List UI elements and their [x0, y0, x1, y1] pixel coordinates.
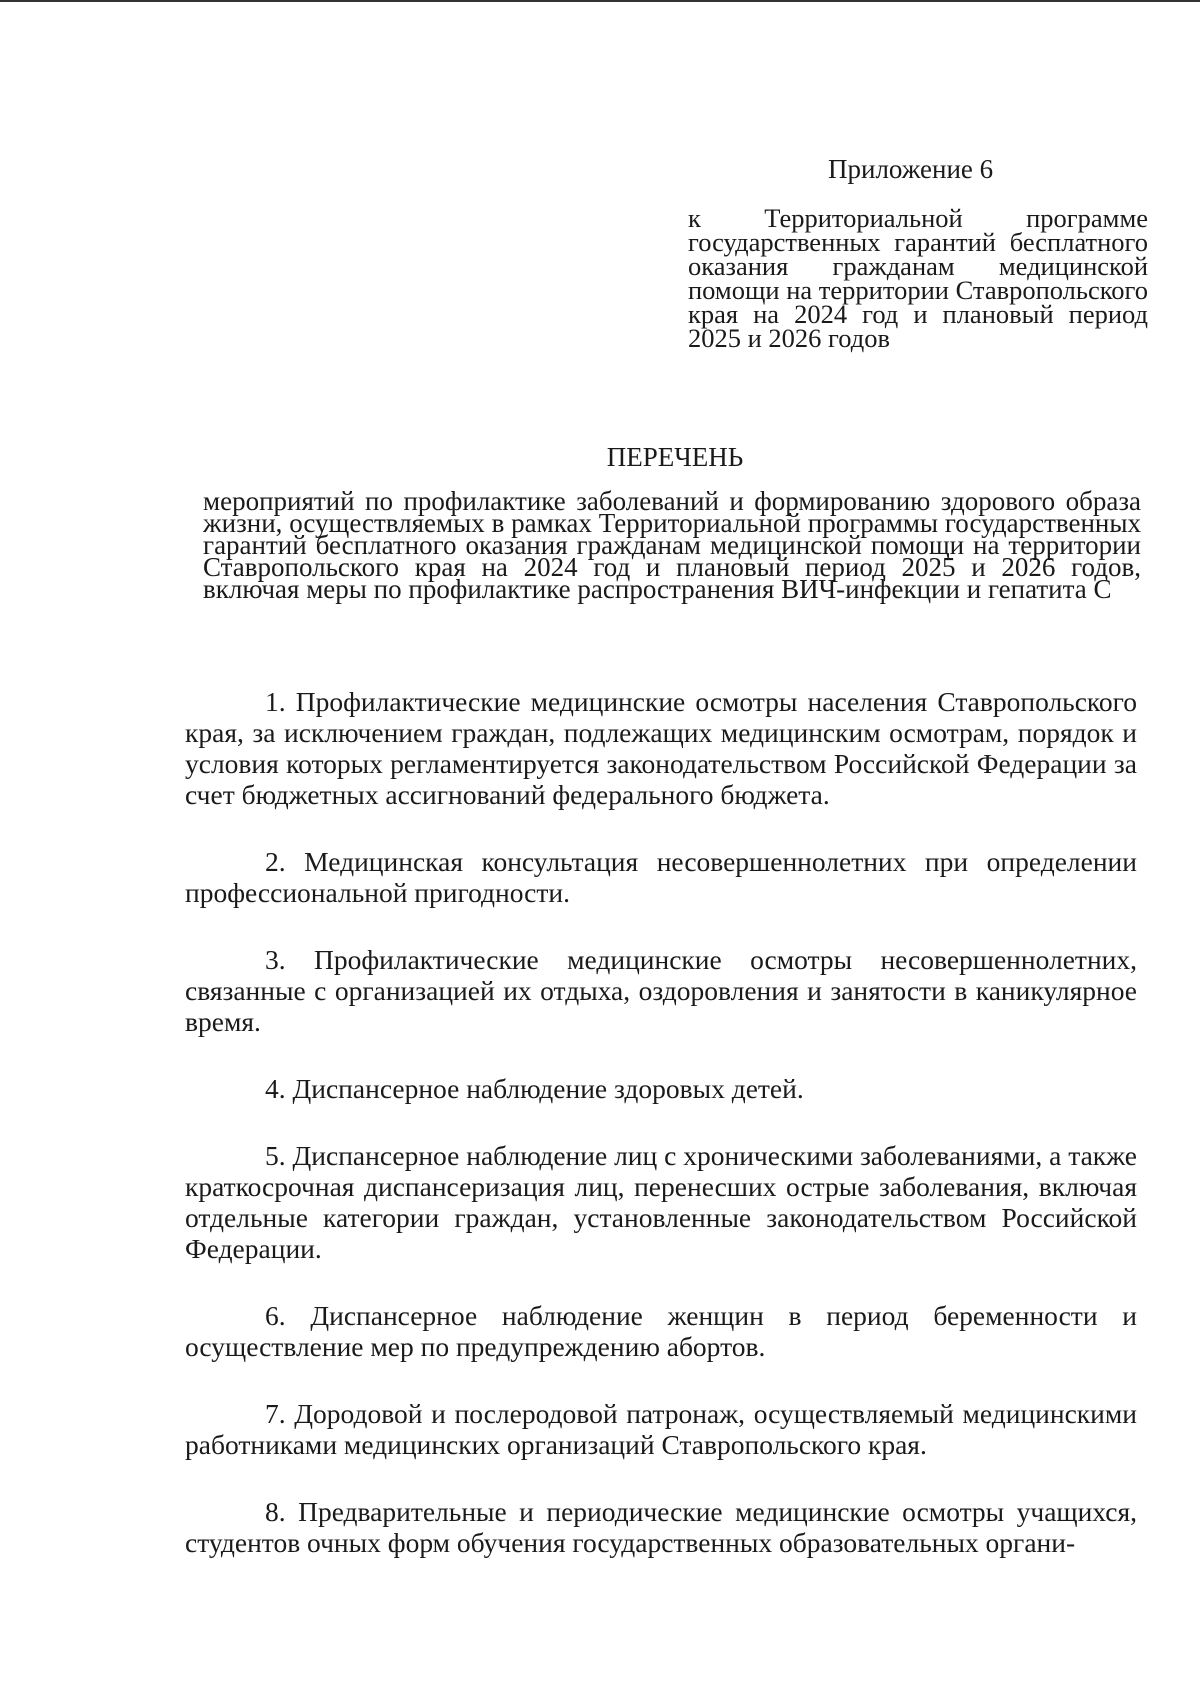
appendix-subtitle: к Территориальной программе государственных гарантий бесплатного оказания гражданам медицинской помощи на территории Ставропольского края на 2024 год и плановый период 2025 и 2026 годов: [688, 203, 1148, 353]
list-item: 3. Профилактические медицинские осмотры несовершеннолетних, связанные с организацией их отдыха, оздоровления и занятости в каникулярное время.: [185, 944, 1137, 1037]
list-item: 4. Диспансерное наблюдение здоровых детей.: [265, 1073, 804, 1104]
list-item: 7. Дородовой и послеродовой патронаж, осуществляемый медицинскими работниками медицинских организаций Ставропольского края.: [185, 1398, 1137, 1460]
list-item: 6. Диспансерное наблюдение женщин в период беременности и осуществление мер по предупреждению абортов.: [185, 1300, 1137, 1362]
list-item: 1. Профилактические медицинские осмотры населения Ставропольского края, за исключением граждан, подлежащих медицинским осмотрам, порядок и условия которых регламентируется законодательством Российской Федерации за счет бюджетных ассигнований федерального бюджета.: [185, 686, 1137, 810]
document-heading: ПЕРЕЧЕНЬ: [606, 442, 744, 472]
list-item: 2. Медицинская консультация несовершеннолетних при определении профессиональной пригодности.: [185, 846, 1137, 908]
measures-list: [185, 686, 1137, 1594]
appendix-title: Приложение 6: [828, 154, 994, 184]
document-intro: мероприятий по профилактике заболеваний и формированию здорового образа жизни, осуществляемых в рамках Территориальной программы государственных гарантий бесплатного оказания гражданам медицинской помощи на территории Ставропольского края на 2024 год и плановый период 2025 и 2026 годов, включая меры по профилактике распространения ВИЧ-инфекции и гепатита С: [203, 486, 1141, 604]
top-border-line: [0, 0, 1200, 2]
list-item: 8. Предварительные и периодические медицинские осмотры учащихся, студентов очных форм обучения государственных образовательных органи-: [185, 1496, 1137, 1558]
list-item: 5. Диспансерное наблюдение лиц с хроническими заболеваниями, а также краткосрочная диспансеризация лиц, перенесших острые заболевания, включая отдельные категории граждан, установленные законодательством Российской Федерации.: [185, 1140, 1137, 1264]
